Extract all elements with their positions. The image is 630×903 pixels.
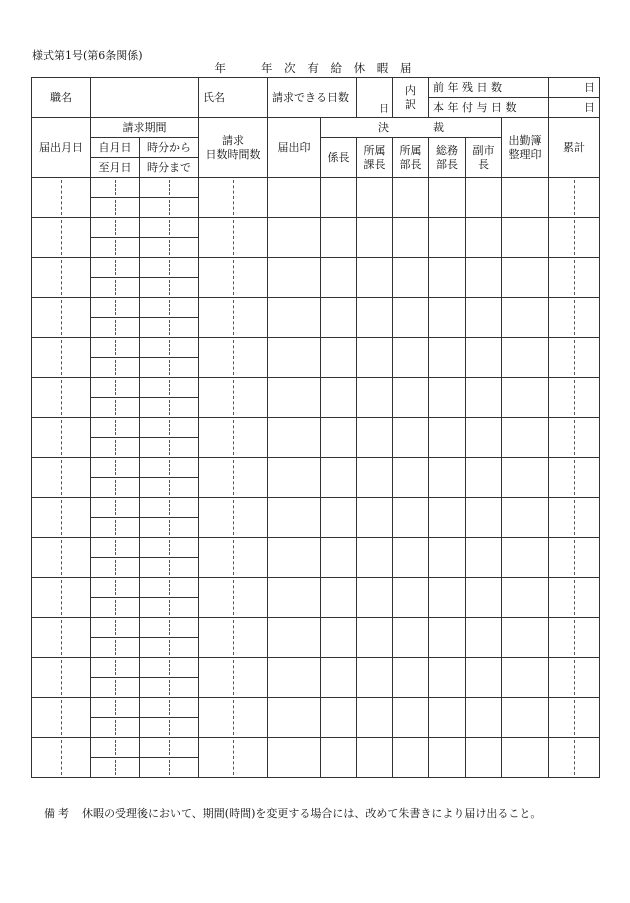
- shozoku-bucho-cell[interactable]: [393, 738, 429, 778]
- ruikei-cell[interactable]: [549, 538, 600, 578]
- uchiwake-label: 内訳: [393, 78, 429, 118]
- todokede-bi-cell[interactable]: [32, 738, 91, 778]
- note-label: 備考: [44, 807, 72, 820]
- entry-row: [32, 738, 600, 758]
- shukkin-cell[interactable]: [502, 218, 549, 258]
- kakaricho-cell[interactable]: [321, 258, 357, 298]
- somu-bucho-cell[interactable]: [429, 378, 466, 418]
- todokede-bi-cell[interactable]: [32, 658, 91, 698]
- somu-bucho-cell[interactable]: [429, 218, 466, 258]
- jifun-kara-cell[interactable]: [140, 498, 199, 518]
- todokede-in-cell[interactable]: [268, 298, 321, 338]
- todokede-bi-cell[interactable]: [32, 618, 91, 658]
- shozoku-bucho-cell[interactable]: [393, 618, 429, 658]
- fukushicho-label: 副市 長: [466, 138, 502, 178]
- seikyu-nissu-cell[interactable]: [199, 738, 268, 778]
- entry-row: [32, 498, 600, 518]
- entry-row: [32, 658, 600, 678]
- entry-row: [32, 698, 600, 718]
- somu-bucho-cell[interactable]: [429, 458, 466, 498]
- shozoku-kacho-cell[interactable]: [357, 258, 393, 298]
- entry-row: [32, 218, 600, 238]
- seikyu-nissu-cell[interactable]: [199, 578, 268, 618]
- todokede-in-cell[interactable]: [268, 418, 321, 458]
- note: [44, 805, 541, 821]
- jifun-kara-cell[interactable]: [140, 738, 199, 758]
- ruikei-cell[interactable]: [549, 218, 600, 258]
- shukkin-cell[interactable]: [502, 338, 549, 378]
- itaru-tsukihi-cell[interactable]: [91, 398, 140, 418]
- jifun-kara-cell[interactable]: [140, 458, 199, 478]
- shukkin-cell[interactable]: [502, 658, 549, 698]
- fukushicho-cell[interactable]: [466, 178, 502, 218]
- todokede-in-cell[interactable]: [268, 378, 321, 418]
- itaru-tsukihi-cell[interactable]: [91, 598, 140, 618]
- kakaricho-cell[interactable]: [321, 298, 357, 338]
- seikyu-nissu-cell[interactable]: [199, 658, 268, 698]
- jifun-made-cell[interactable]: [140, 198, 199, 218]
- todokede-in-cell[interactable]: [268, 738, 321, 778]
- ji-tsukihi-cell[interactable]: [91, 378, 140, 398]
- todokede-bi-cell[interactable]: [32, 578, 91, 618]
- kakaricho-cell[interactable]: [321, 658, 357, 698]
- todokede-bi-cell[interactable]: [32, 258, 91, 298]
- seikyu-dekiru-label: 請求できる日数: [268, 78, 357, 118]
- entry-row: [32, 338, 600, 358]
- itaru-tsukihi-cell[interactable]: [91, 318, 140, 338]
- shozoku-bucho-cell[interactable]: [393, 658, 429, 698]
- shozoku-kacho-cell[interactable]: [357, 378, 393, 418]
- seikyu-nissu-cell[interactable]: [199, 498, 268, 538]
- jifun-made-cell[interactable]: [140, 358, 199, 378]
- shukkin-cell[interactable]: [502, 618, 549, 658]
- shozoku-kacho-cell[interactable]: [357, 698, 393, 738]
- somu-bucho-cell[interactable]: [429, 498, 466, 538]
- todokede-bi-cell[interactable]: [32, 218, 91, 258]
- jifun-made-cell[interactable]: [140, 518, 199, 538]
- jifun-made-cell[interactable]: [140, 478, 199, 498]
- shozoku-bucho-cell[interactable]: [393, 578, 429, 618]
- shozoku-kacho-cell[interactable]: [357, 218, 393, 258]
- jifun-made-cell[interactable]: [140, 718, 199, 738]
- itaru-tsukihi-cell[interactable]: [91, 518, 140, 538]
- shozoku-bucho-cell[interactable]: [393, 338, 429, 378]
- seikyu-nissu-cell[interactable]: [199, 418, 268, 458]
- ji-tsukihi-cell[interactable]: [91, 698, 140, 718]
- seikyu-nissu-cell[interactable]: [199, 218, 268, 258]
- fukushicho-cell[interactable]: [466, 658, 502, 698]
- shukkin-cell[interactable]: [502, 458, 549, 498]
- jifun-made-cell[interactable]: [140, 598, 199, 618]
- todokede-in-cell[interactable]: [268, 658, 321, 698]
- entry-row: [32, 178, 600, 198]
- somu-bucho-cell[interactable]: [429, 298, 466, 338]
- ji-tsukihi-cell[interactable]: [91, 738, 140, 758]
- seikyu-nissu-cell[interactable]: [199, 458, 268, 498]
- seikyu-nissu-label: 請求 日数時間数: [199, 118, 268, 178]
- shozoku-kacho-cell[interactable]: [357, 578, 393, 618]
- shimei-label: 氏名: [199, 78, 268, 118]
- seikyu-dekiru-field[interactable]: [357, 78, 393, 118]
- todokede-bi-label: 届出月日: [32, 118, 91, 178]
- fukushicho-cell[interactable]: [466, 418, 502, 458]
- todokede-bi-cell[interactable]: [32, 698, 91, 738]
- leave-request-table: [31, 77, 600, 778]
- ruikei-cell[interactable]: [549, 618, 600, 658]
- somu-bucho-label: 総務 部長: [429, 138, 466, 178]
- kakaricho-cell[interactable]: [321, 698, 357, 738]
- shozoku-bucho-cell[interactable]: [393, 298, 429, 338]
- shozoku-bucho-cell[interactable]: [393, 378, 429, 418]
- somu-bucho-cell[interactable]: [429, 738, 466, 778]
- fukushicho-cell[interactable]: [466, 538, 502, 578]
- fukushicho-cell[interactable]: [466, 298, 502, 338]
- somu-bucho-cell[interactable]: [429, 658, 466, 698]
- fukushicho-cell[interactable]: [466, 738, 502, 778]
- todokede-bi-cell[interactable]: [32, 458, 91, 498]
- todokede-bi-cell[interactable]: [32, 298, 91, 338]
- todokede-in-cell[interactable]: [268, 458, 321, 498]
- shozoku-bucho-cell[interactable]: [393, 498, 429, 538]
- todokede-bi-cell[interactable]: [32, 498, 91, 538]
- todokede-bi-cell[interactable]: [32, 378, 91, 418]
- jifun-made-cell[interactable]: [140, 278, 199, 298]
- shukkin-cell[interactable]: [502, 738, 549, 778]
- jifun-kara-cell[interactable]: [140, 418, 199, 438]
- shukkin-cell[interactable]: [502, 178, 549, 218]
- ruikei-cell[interactable]: [549, 418, 600, 458]
- ji-tsukihi-cell[interactable]: [91, 658, 140, 678]
- itaru-tsukihi-cell[interactable]: [91, 278, 140, 298]
- shozoku-kacho-cell[interactable]: [357, 178, 393, 218]
- ruikei-cell[interactable]: [549, 178, 600, 218]
- entry-row: [32, 418, 600, 438]
- ji-tsukihi-cell[interactable]: [91, 418, 140, 438]
- jifun-made-cell[interactable]: [140, 638, 199, 658]
- somu-bucho-cell[interactable]: [429, 178, 466, 218]
- ruikei-cell[interactable]: [549, 258, 600, 298]
- kakaricho-cell[interactable]: [321, 578, 357, 618]
- fukushicho-cell[interactable]: [466, 618, 502, 658]
- shozoku-kacho-cell[interactable]: [357, 618, 393, 658]
- shozoku-bucho-cell[interactable]: [393, 178, 429, 218]
- kakaricho-cell[interactable]: [321, 218, 357, 258]
- todokede-in-cell[interactable]: [268, 698, 321, 738]
- ji-tsukihi-label: 自月日: [91, 138, 140, 158]
- todokede-in-cell[interactable]: [268, 338, 321, 378]
- itaru-tsukihi-cell[interactable]: [91, 638, 140, 658]
- ruikei-cell[interactable]: [549, 298, 600, 338]
- fukushicho-cell[interactable]: [466, 578, 502, 618]
- note-text: 休暇の受理後において、期間(時間)を変更する場合には、改めて朱書きにより届け出ること。: [82, 807, 542, 820]
- jifun-made-cell[interactable]: [140, 398, 199, 418]
- ji-tsukihi-cell[interactable]: [91, 578, 140, 598]
- todokede-in-cell[interactable]: [268, 178, 321, 218]
- shozoku-bucho-cell[interactable]: [393, 538, 429, 578]
- jifun-made-cell[interactable]: [140, 238, 199, 258]
- seikyu-nissu-cell[interactable]: [199, 378, 268, 418]
- kakaricho-cell[interactable]: [321, 418, 357, 458]
- shozoku-bucho-cell[interactable]: [393, 218, 429, 258]
- entry-row: [32, 538, 600, 558]
- todokede-in-cell[interactable]: [268, 498, 321, 538]
- ji-tsukihi-cell[interactable]: [91, 498, 140, 518]
- itaru-tsukihi-cell[interactable]: [91, 438, 140, 458]
- ji-tsukihi-cell[interactable]: [91, 618, 140, 638]
- entry-row: [32, 458, 600, 478]
- ji-tsukihi-cell[interactable]: [91, 298, 140, 318]
- fukushicho-cell[interactable]: [466, 498, 502, 538]
- fukushicho-cell[interactable]: [466, 458, 502, 498]
- jifun-kara-cell[interactable]: [140, 698, 199, 718]
- entry-row: [32, 298, 600, 318]
- jifun-made-cell[interactable]: [140, 678, 199, 698]
- shozoku-bucho-cell[interactable]: [393, 258, 429, 298]
- ruikei-cell[interactable]: [549, 458, 600, 498]
- somu-bucho-cell[interactable]: [429, 538, 466, 578]
- day-unit: 日: [379, 103, 389, 115]
- todokede-in-cell[interactable]: [268, 218, 321, 258]
- fukushicho-cell[interactable]: [466, 338, 502, 378]
- kakaricho-cell[interactable]: [321, 498, 357, 538]
- itaru-tsukihi-label: 至月日: [91, 158, 140, 178]
- seikyu-nissu-cell[interactable]: [199, 618, 268, 658]
- somu-bucho-cell[interactable]: [429, 698, 466, 738]
- shozoku-kacho-cell[interactable]: [357, 298, 393, 338]
- itaru-tsukihi-cell[interactable]: [91, 238, 140, 258]
- entry-row: [32, 578, 600, 598]
- jifun-made-cell[interactable]: [140, 558, 199, 578]
- jifun-kara-cell[interactable]: [140, 258, 199, 278]
- shozoku-bucho-cell[interactable]: [393, 418, 429, 458]
- kakaricho-cell[interactable]: [321, 378, 357, 418]
- fukushicho-cell[interactable]: [466, 378, 502, 418]
- shukkin-cell[interactable]: [502, 258, 549, 298]
- kakaricho-cell[interactable]: [321, 618, 357, 658]
- ruikei-cell[interactable]: [549, 578, 600, 618]
- fukushicho-cell[interactable]: [466, 218, 502, 258]
- shozoku-kacho-cell[interactable]: [357, 458, 393, 498]
- shukkin-cell[interactable]: [502, 538, 549, 578]
- jifun-kara-cell[interactable]: [140, 178, 199, 198]
- jifun-kara-cell[interactable]: [140, 578, 199, 598]
- shozoku-kacho-cell[interactable]: [357, 738, 393, 778]
- jifun-kara-cell[interactable]: [140, 538, 199, 558]
- kakaricho-cell[interactable]: [321, 738, 357, 778]
- somu-bucho-cell[interactable]: [429, 578, 466, 618]
- todokede-bi-cell[interactable]: [32, 418, 91, 458]
- ji-tsukihi-cell[interactable]: [91, 538, 140, 558]
- somu-bucho-cell[interactable]: [429, 338, 466, 378]
- kessai-label: 決 裁: [321, 118, 502, 138]
- somu-bucho-cell[interactable]: [429, 618, 466, 658]
- todokede-in-cell[interactable]: [268, 618, 321, 658]
- fukushicho-cell[interactable]: [466, 258, 502, 298]
- seikyu-nissu-cell[interactable]: [199, 538, 268, 578]
- seikyu-nissu-cell[interactable]: [199, 298, 268, 338]
- ji-tsukihi-cell[interactable]: [91, 178, 140, 198]
- itaru-tsukihi-cell[interactable]: [91, 678, 140, 698]
- zennen-field[interactable]: 日: [549, 78, 600, 98]
- form-title: 年 年 次 有 給 休 暇 届: [214, 61, 416, 75]
- seikyu-nissu-cell[interactable]: [199, 178, 268, 218]
- honnen-label: 本 年 付 与 日 数: [429, 98, 549, 118]
- kakaricho-cell[interactable]: [321, 338, 357, 378]
- shozoku-kacho-label: 所属 課長: [357, 138, 393, 178]
- itaru-tsukihi-cell[interactable]: [91, 718, 140, 738]
- todokede-in-cell[interactable]: [268, 578, 321, 618]
- shozoku-kacho-cell[interactable]: [357, 418, 393, 458]
- seikyu-nissu-cell[interactable]: [199, 258, 268, 298]
- todokede-in-label: 届出印: [268, 118, 321, 178]
- shukkin-cell[interactable]: [502, 418, 549, 458]
- itaru-tsukihi-cell[interactable]: [91, 198, 140, 218]
- jifun-made-cell[interactable]: [140, 318, 199, 338]
- ruikei-cell[interactable]: [549, 338, 600, 378]
- shozoku-kacho-cell[interactable]: [357, 338, 393, 378]
- kakaricho-cell[interactable]: [321, 538, 357, 578]
- ruikei-cell[interactable]: [549, 738, 600, 778]
- jifun-kara-cell[interactable]: [140, 378, 199, 398]
- shokumei-label: 職名: [32, 78, 91, 118]
- todokede-bi-cell[interactable]: [32, 178, 91, 218]
- ruikei-cell[interactable]: [549, 378, 600, 418]
- honnen-field[interactable]: 日: [549, 98, 600, 118]
- ruikei-cell[interactable]: [549, 698, 600, 738]
- shukkin-label: 出勤簿 整理印: [502, 118, 549, 178]
- ruikei-cell[interactable]: [549, 498, 600, 538]
- todokede-in-cell[interactable]: [268, 538, 321, 578]
- jifun-kara-cell[interactable]: [140, 298, 199, 318]
- somu-bucho-cell[interactable]: [429, 258, 466, 298]
- fukushicho-cell[interactable]: [466, 698, 502, 738]
- shozoku-kacho-cell[interactable]: [357, 658, 393, 698]
- ji-tsukihi-cell[interactable]: [91, 218, 140, 238]
- entry-rows: [32, 178, 600, 778]
- ji-tsukihi-cell[interactable]: [91, 258, 140, 278]
- shozoku-bucho-label: 所属 部長: [393, 138, 429, 178]
- shokumei-field[interactable]: [91, 78, 199, 118]
- entry-row: [32, 258, 600, 278]
- kakaricho-cell[interactable]: [321, 458, 357, 498]
- entry-row: [32, 618, 600, 638]
- shukkin-cell[interactable]: [502, 378, 549, 418]
- shukkin-cell[interactable]: [502, 698, 549, 738]
- shukkin-cell[interactable]: [502, 498, 549, 538]
- shozoku-bucho-cell[interactable]: [393, 698, 429, 738]
- ji-tsukihi-cell[interactable]: [91, 458, 140, 478]
- ji-tsukihi-cell[interactable]: [91, 338, 140, 358]
- somu-bucho-cell[interactable]: [429, 418, 466, 458]
- form-number-label: 様式第1号(第6条関係): [32, 49, 143, 62]
- jifun-kara-cell[interactable]: [140, 658, 199, 678]
- seikyu-nissu-cell[interactable]: [199, 338, 268, 378]
- ruikei-cell[interactable]: [549, 658, 600, 698]
- itaru-tsukihi-cell[interactable]: [91, 758, 140, 778]
- shukkin-cell[interactable]: [502, 298, 549, 338]
- itaru-tsukihi-cell[interactable]: [91, 358, 140, 378]
- ruikei-label: 累計: [549, 118, 600, 178]
- shozoku-kacho-cell[interactable]: [357, 538, 393, 578]
- todokede-in-cell[interactable]: [268, 258, 321, 298]
- entry-row: [32, 378, 600, 398]
- jifun-made-label: 時分まで: [140, 158, 199, 178]
- itaru-tsukihi-cell[interactable]: [91, 478, 140, 498]
- kakaricho-label: 係長: [321, 138, 357, 178]
- itaru-tsukihi-cell[interactable]: [91, 558, 140, 578]
- jifun-made-cell[interactable]: [140, 758, 199, 778]
- seikyu-kikan-label: 請求期間: [91, 118, 199, 138]
- jifun-kara-label: 時分から: [140, 138, 199, 158]
- jifun-kara-cell[interactable]: [140, 218, 199, 238]
- zennen-label: 前 年 残 日 数: [429, 78, 549, 98]
- jifun-kara-cell[interactable]: [140, 618, 199, 638]
- seikyu-nissu-cell[interactable]: [199, 698, 268, 738]
- shozoku-bucho-cell[interactable]: [393, 458, 429, 498]
- shukkin-cell[interactable]: [502, 578, 549, 618]
- shozoku-kacho-cell[interactable]: [357, 498, 393, 538]
- jifun-made-cell[interactable]: [140, 438, 199, 458]
- jifun-kara-cell[interactable]: [140, 338, 199, 358]
- todokede-bi-cell[interactable]: [32, 338, 91, 378]
- todokede-bi-cell[interactable]: [32, 538, 91, 578]
- kakaricho-cell[interactable]: [321, 178, 357, 218]
